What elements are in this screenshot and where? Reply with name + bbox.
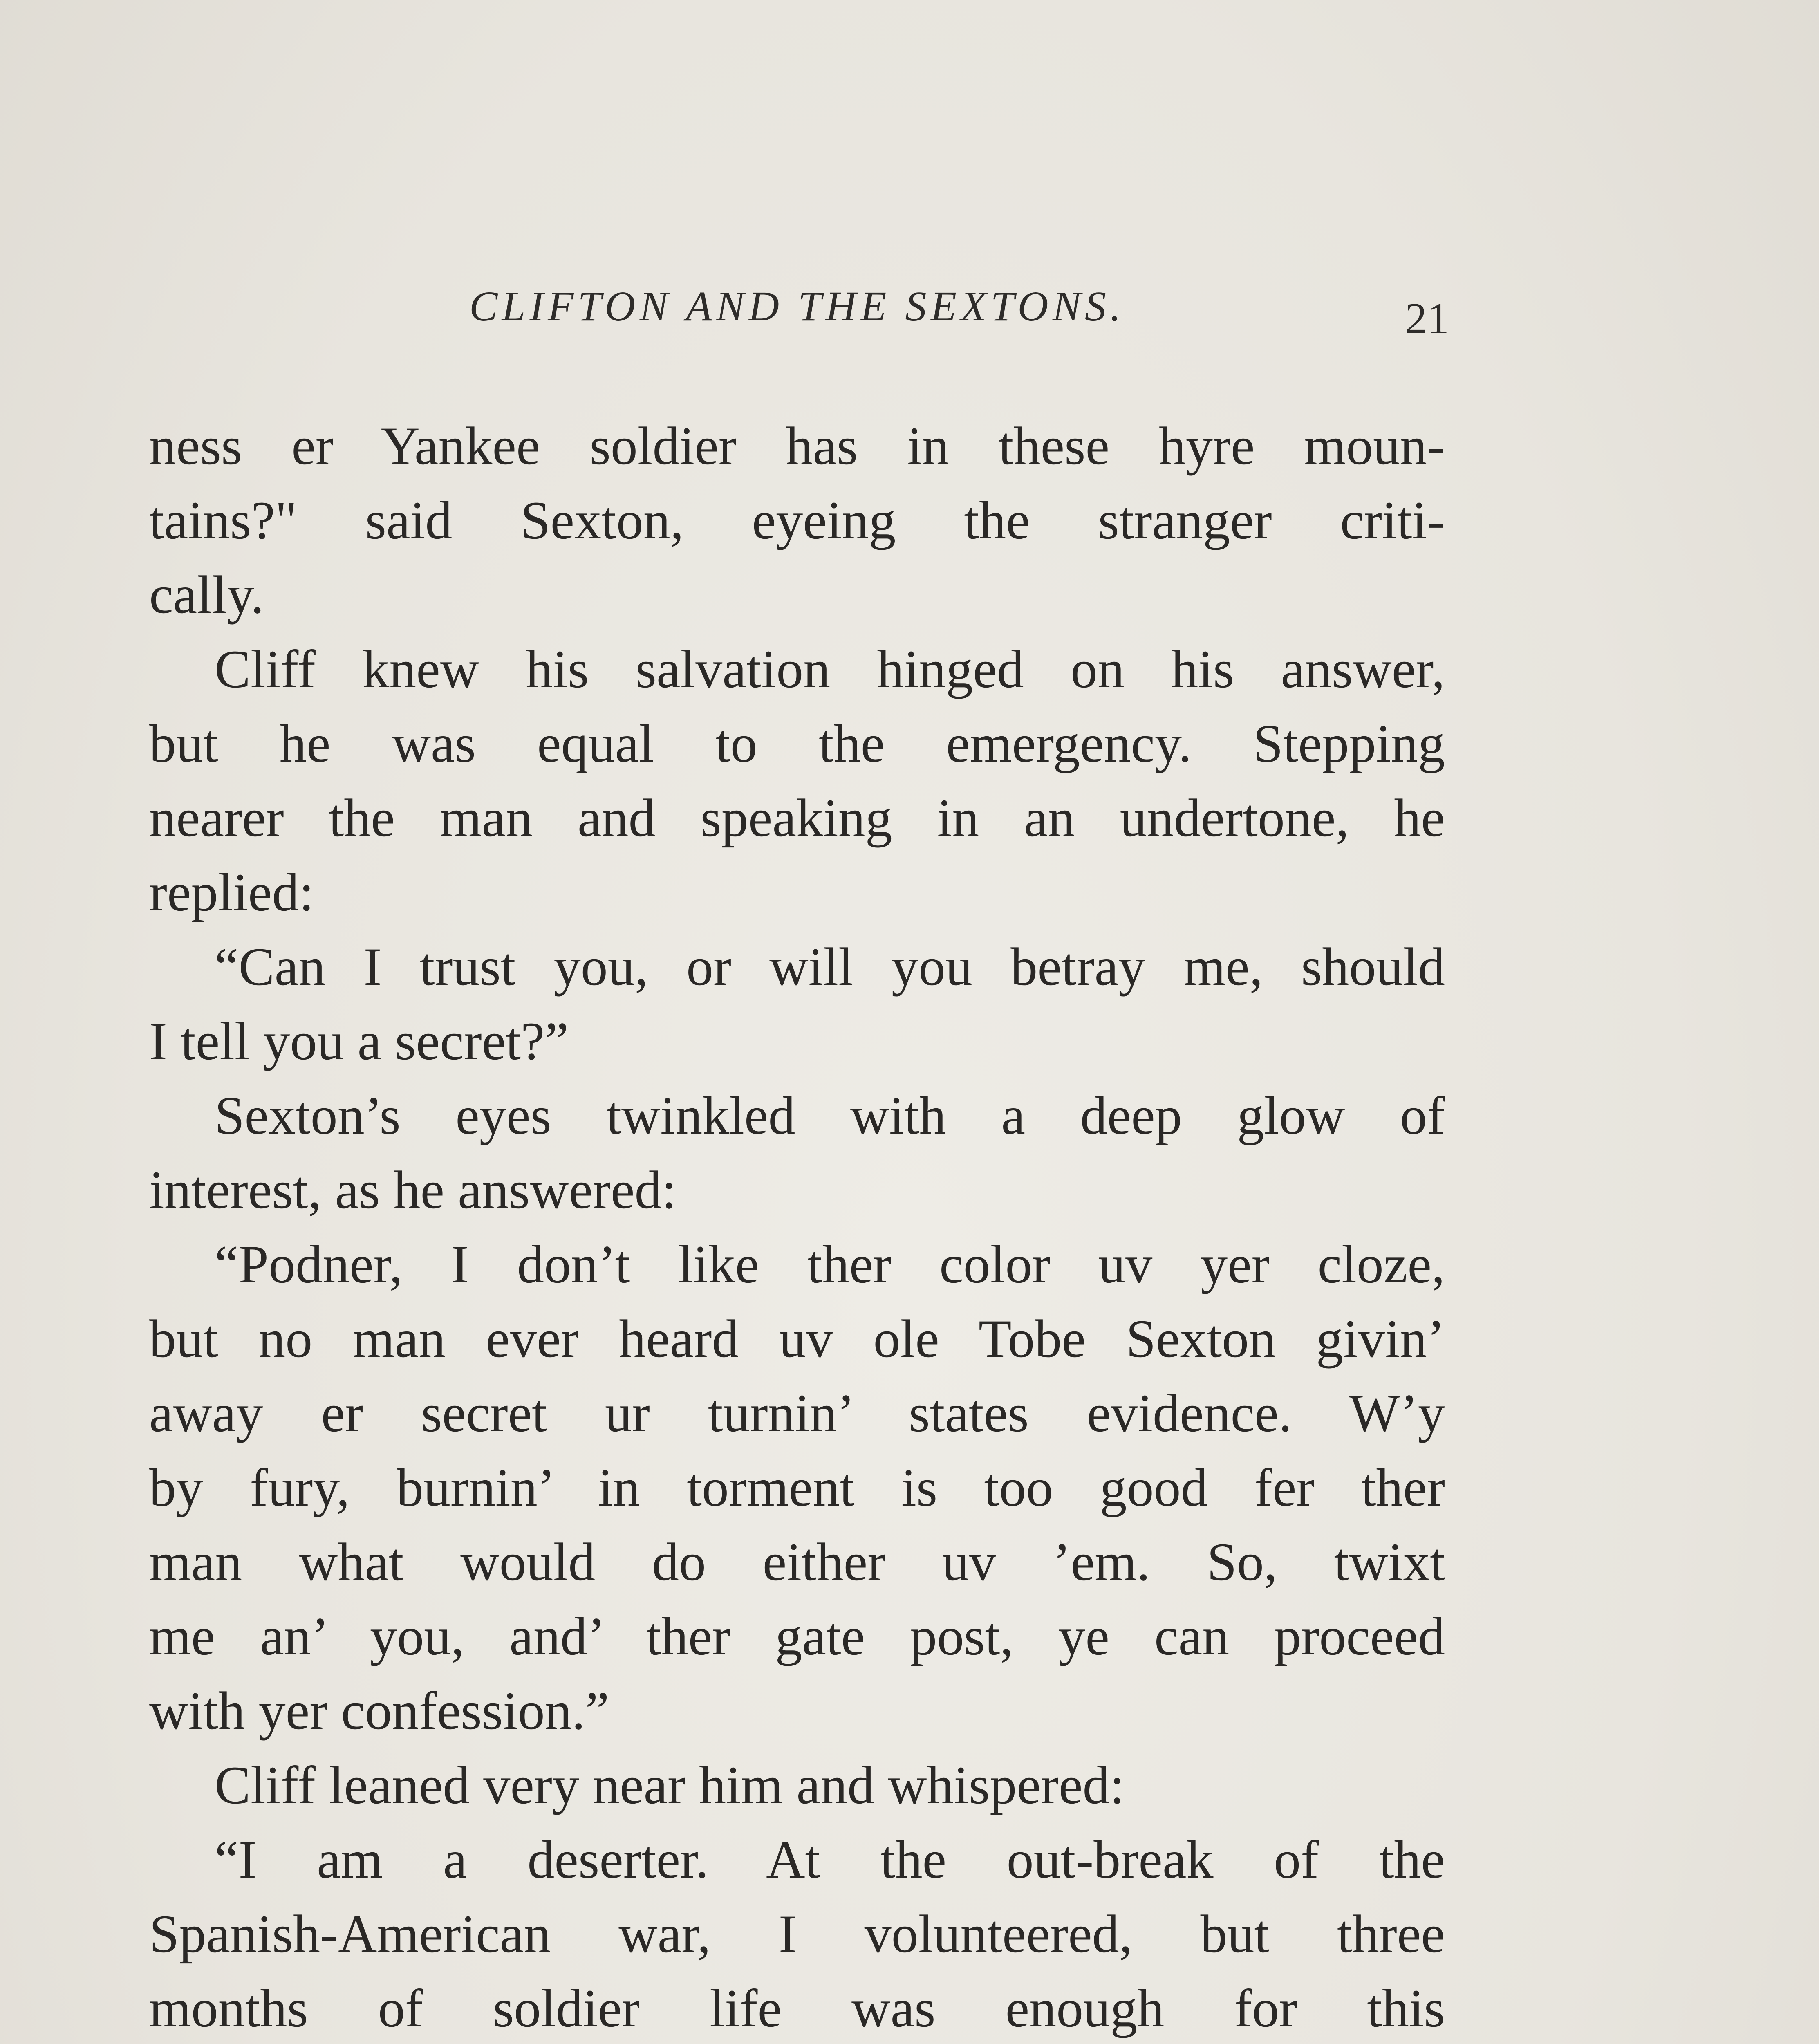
text-line: me an’ you, and’ ther gate post, ye can proceed [149, 1606, 1445, 1666]
page-number: 21 [1405, 294, 1449, 343]
text-line: I tell you a secret?” [149, 1011, 569, 1071]
text-line: “Can I trust you, or will you betray me, should [215, 937, 1445, 997]
text-line: but no man ever heard uv ole Tobe Sexton givin’ [149, 1309, 1445, 1369]
text-line: ness er Yankee soldier has in these hyre moun- [149, 416, 1445, 476]
text-line: man what would do either uv ’em. So, twixt [149, 1532, 1445, 1592]
text-line: by fury, burnin’ in torment is too good fer ther [149, 1457, 1445, 1517]
text-line: cally. [149, 565, 264, 625]
text-line: “I am a deserter. At the out-break of the [215, 1829, 1445, 1889]
text-line: Cliff leaned very near him and whispered: [215, 1755, 1125, 1815]
text-line: nearer the man and speaking in an undertone, he [149, 788, 1445, 848]
text-line: interest, as he answered: [149, 1160, 677, 1220]
text-line: away er secret ur turnin’ states evidence. W’y [149, 1383, 1445, 1443]
text-line: tains?" said Sexton, eyeing the stranger criti- [149, 490, 1445, 550]
text-line: Sexton’s eyes twinkled with a deep glow of [215, 1085, 1445, 1145]
running-title: CLIFTON AND THE SEXTONS. [469, 283, 1125, 330]
body-text [149, 409, 1445, 2044]
text-line: months of soldier life was enough for this [149, 1978, 1445, 2038]
text-line: but he was equal to the emergency. Stepping [149, 713, 1445, 773]
running-head [149, 282, 1449, 343]
text-line: with yer confession.” [149, 1681, 609, 1741]
text-line: Cliff knew his salvation hinged on his answer, [215, 639, 1445, 699]
text-line: “Podner, I don’t like ther color uv yer cloze, [215, 1234, 1445, 1294]
text-line: replied: [149, 862, 314, 922]
text-line: Spanish-American war, I volunteered, but three [149, 1904, 1445, 1964]
